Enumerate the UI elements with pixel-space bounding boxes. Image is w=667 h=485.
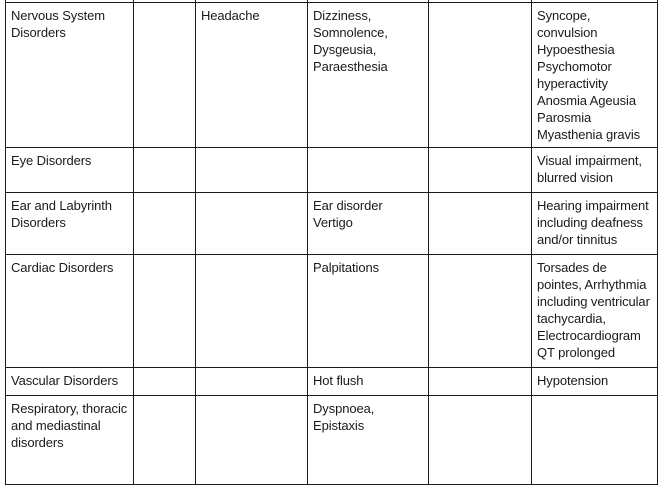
uncommon-cell: Dizziness, Somnolence, Dysgeusia, Paraesthesia: [308, 3, 429, 148]
rare-cell: [429, 368, 532, 396]
table-row-nervous-system: [6, 3, 658, 148]
not-known-cell: Hypotension: [532, 368, 658, 396]
soc-cell: Eye Disorders: [6, 148, 134, 193]
common-cell: [196, 255, 308, 368]
adverse-reactions-table: [5, 0, 658, 485]
uncommon-cell: Hot flush: [308, 368, 429, 396]
rare-cell: [429, 148, 532, 193]
soc-cell: Ear and Labyrinth Disorders: [6, 193, 134, 255]
table-row-ear-labyrinth: [6, 193, 658, 255]
not-known-cell: Visual impairment, blurred vision: [532, 148, 658, 193]
very-common-cell: [134, 148, 196, 193]
table-row-vascular: [6, 368, 658, 396]
soc-cell: Respiratory, thoracic and mediastinal disorders: [6, 396, 134, 485]
soc-cell: Nervous System Disorders: [6, 3, 134, 148]
very-common-cell: [134, 255, 196, 368]
very-common-cell: [134, 396, 196, 485]
not-known-cell: Syncope, convulsion Hypoesthesia Psychomotor hyperactivity Anosmia Ageusia Parosmia Myasthenia gravis: [532, 3, 658, 148]
soc-cell: Cardiac Disorders: [6, 255, 134, 368]
not-known-cell: [532, 396, 658, 485]
very-common-cell: [134, 368, 196, 396]
table-row-respiratory: [6, 396, 658, 485]
not-known-cell: Torsades de pointes, Arrhythmia including ventricular tachycardia, Electrocardiogram QT prolonged: [532, 255, 658, 368]
uncommon-cell: Dyspnoea, Epistaxis: [308, 396, 429, 485]
common-cell: [196, 368, 308, 396]
rare-cell: [429, 3, 532, 148]
uncommon-cell: Ear disorder Vertigo: [308, 193, 429, 255]
adverse-reactions-table-wrapper: [5, 0, 658, 485]
soc-cell: Vascular Disorders: [6, 368, 134, 396]
uncommon-cell: Palpitations: [308, 255, 429, 368]
rare-cell: [429, 255, 532, 368]
very-common-cell: [134, 193, 196, 255]
very-common-cell: [134, 3, 196, 148]
rare-cell: [429, 193, 532, 255]
common-cell: [196, 193, 308, 255]
not-known-cell: Hearing impairment including deafness and/or tinnitus: [532, 193, 658, 255]
uncommon-cell: [308, 148, 429, 193]
table-row-eye: [6, 148, 658, 193]
rare-cell: [429, 396, 532, 485]
table-row-cardiac: [6, 255, 658, 368]
common-cell: Headache: [196, 3, 308, 148]
common-cell: [196, 396, 308, 485]
common-cell: [196, 148, 308, 193]
